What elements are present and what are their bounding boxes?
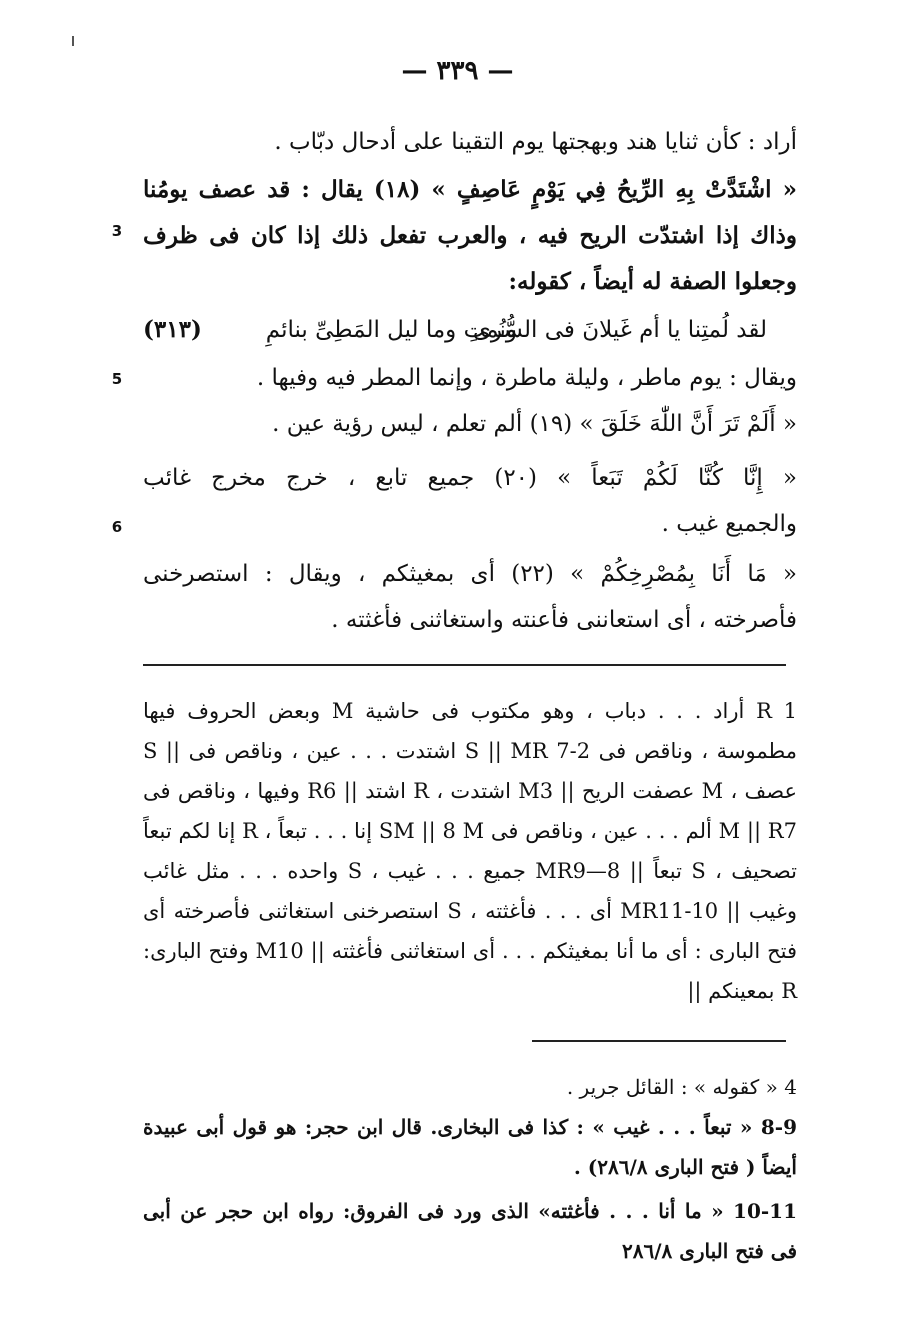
apparatus-line: عصف ، M عصفت الريح || M3 اشتدت ، R اشتد || R6 وفيها ، وناقص فى <box>143 779 797 803</box>
footnote-line: فى فتح البارى ٢٨٦/٨ <box>622 1239 797 1263</box>
poem-hemistich: لقد لُمتِنا يا أم غَيلانَ فى السُّرى <box>472 317 767 343</box>
apparatus-line: فتح البارى : أى ما أنا بمغيثكم . . . أى استغاثنى فأغثته || M10 وفتح البارى: <box>143 939 797 963</box>
text-line: « مَا أَنَا بِمُصْرِخِكُمْ » (٢٢) أى بمغيثكم ، ويقال : استصرخنى <box>143 561 797 587</box>
footnote-line: 4 « كقوله » : القائل جرير . <box>566 1075 797 1099</box>
apparatus-line: وغيب || MR11-10 أى . . . فأغثته ، S استصرخنى استغاثنى فأصرخته أى <box>143 899 797 923</box>
apparatus-line: M || R7 ألم . . . عين ، وناقص فى SM || 8 M إنا . . . تبعاً ، R إنا لكم تبعاً <box>143 819 797 843</box>
poem-hemistich: ونُمتِ وما ليل المَطِىِّ بنائمِ <box>265 317 517 343</box>
margin-line-number: 6 <box>111 518 123 536</box>
text-line: « إِنَّا كُنَّا لَكُمْ تَبَعاً » (٢٠) جميع تابع ، خرج مخرج غائب <box>143 465 797 491</box>
page-number: — ٣٣٩ — <box>401 56 514 86</box>
margin-line-number: 5 <box>111 370 123 388</box>
text-line: وذاك إذا اشتدّت الريح فيه ، والعرب تفعل ذلك إذا كان فى ظرف <box>143 222 797 249</box>
margin-line-number: 3 <box>111 222 123 240</box>
text-line: « اشْتَدَّتْ بِهِ الرِّيحُ فِي يَوْمٍ عَاصِفٍ » (١٨) يقال : قد عصف يومُنا <box>143 176 797 203</box>
text-line: أراد : كأن ثنايا هند وبهجتها يوم التقينا على أدحال دبّاب . <box>274 129 797 155</box>
footnote-line: 8-9 « تبعاً . . . غيب » : كذا فى البخارى. قال ابن حجر: هو قول أبى عبيدة <box>143 1115 797 1139</box>
apparatus-line: R 1 أراد . . . دباب ، وهو مكتوب فى حاشية M وبعض الحروف فيها <box>143 699 797 723</box>
footnote-divider <box>532 1040 786 1042</box>
footnote-line: 10-11 « ما أنا . . . فأغثته» الذى ورد فى الفروق: رواه ابن حجر عن أبى <box>143 1199 797 1223</box>
text-line: وجعلوا الصفة له أيضاً ، كقوله: <box>508 268 797 295</box>
section-divider <box>143 664 786 666</box>
footnote-line: أيضاً ( فتح البارى ٢٨٦/٨) . <box>573 1155 797 1179</box>
text-line: « أَلَمْ تَرَ أَنَّ اللّٰهَ خَلَقَ » (١٩) ألم تعلم ، ليس رؤية عين . <box>272 411 797 437</box>
text-line: ويقال : يوم ماطر ، وليلة ماطرة ، وإنما المطر فيه وفيها . <box>256 365 797 391</box>
apparatus-line: R بمعينكم || <box>687 979 797 1003</box>
verse-reference: (٣١٣) <box>143 316 202 343</box>
text-line: فأصرخته ، أى استعاننى فأعنته واستغاثنى فأغثته . <box>331 607 797 633</box>
apparatus-line: تصحيف ، S تبعاً || MR9—8 جميع . . . غيب ، S واحده . . . مثل غائب <box>143 859 797 883</box>
margin-mark <box>72 36 74 46</box>
apparatus-line: مطموسة ، وناقص فى S || MR 7-2 اشتدت . . . عين ، وناقص فى S || <box>143 739 797 763</box>
text-line: والجميع غيب . <box>661 511 797 537</box>
